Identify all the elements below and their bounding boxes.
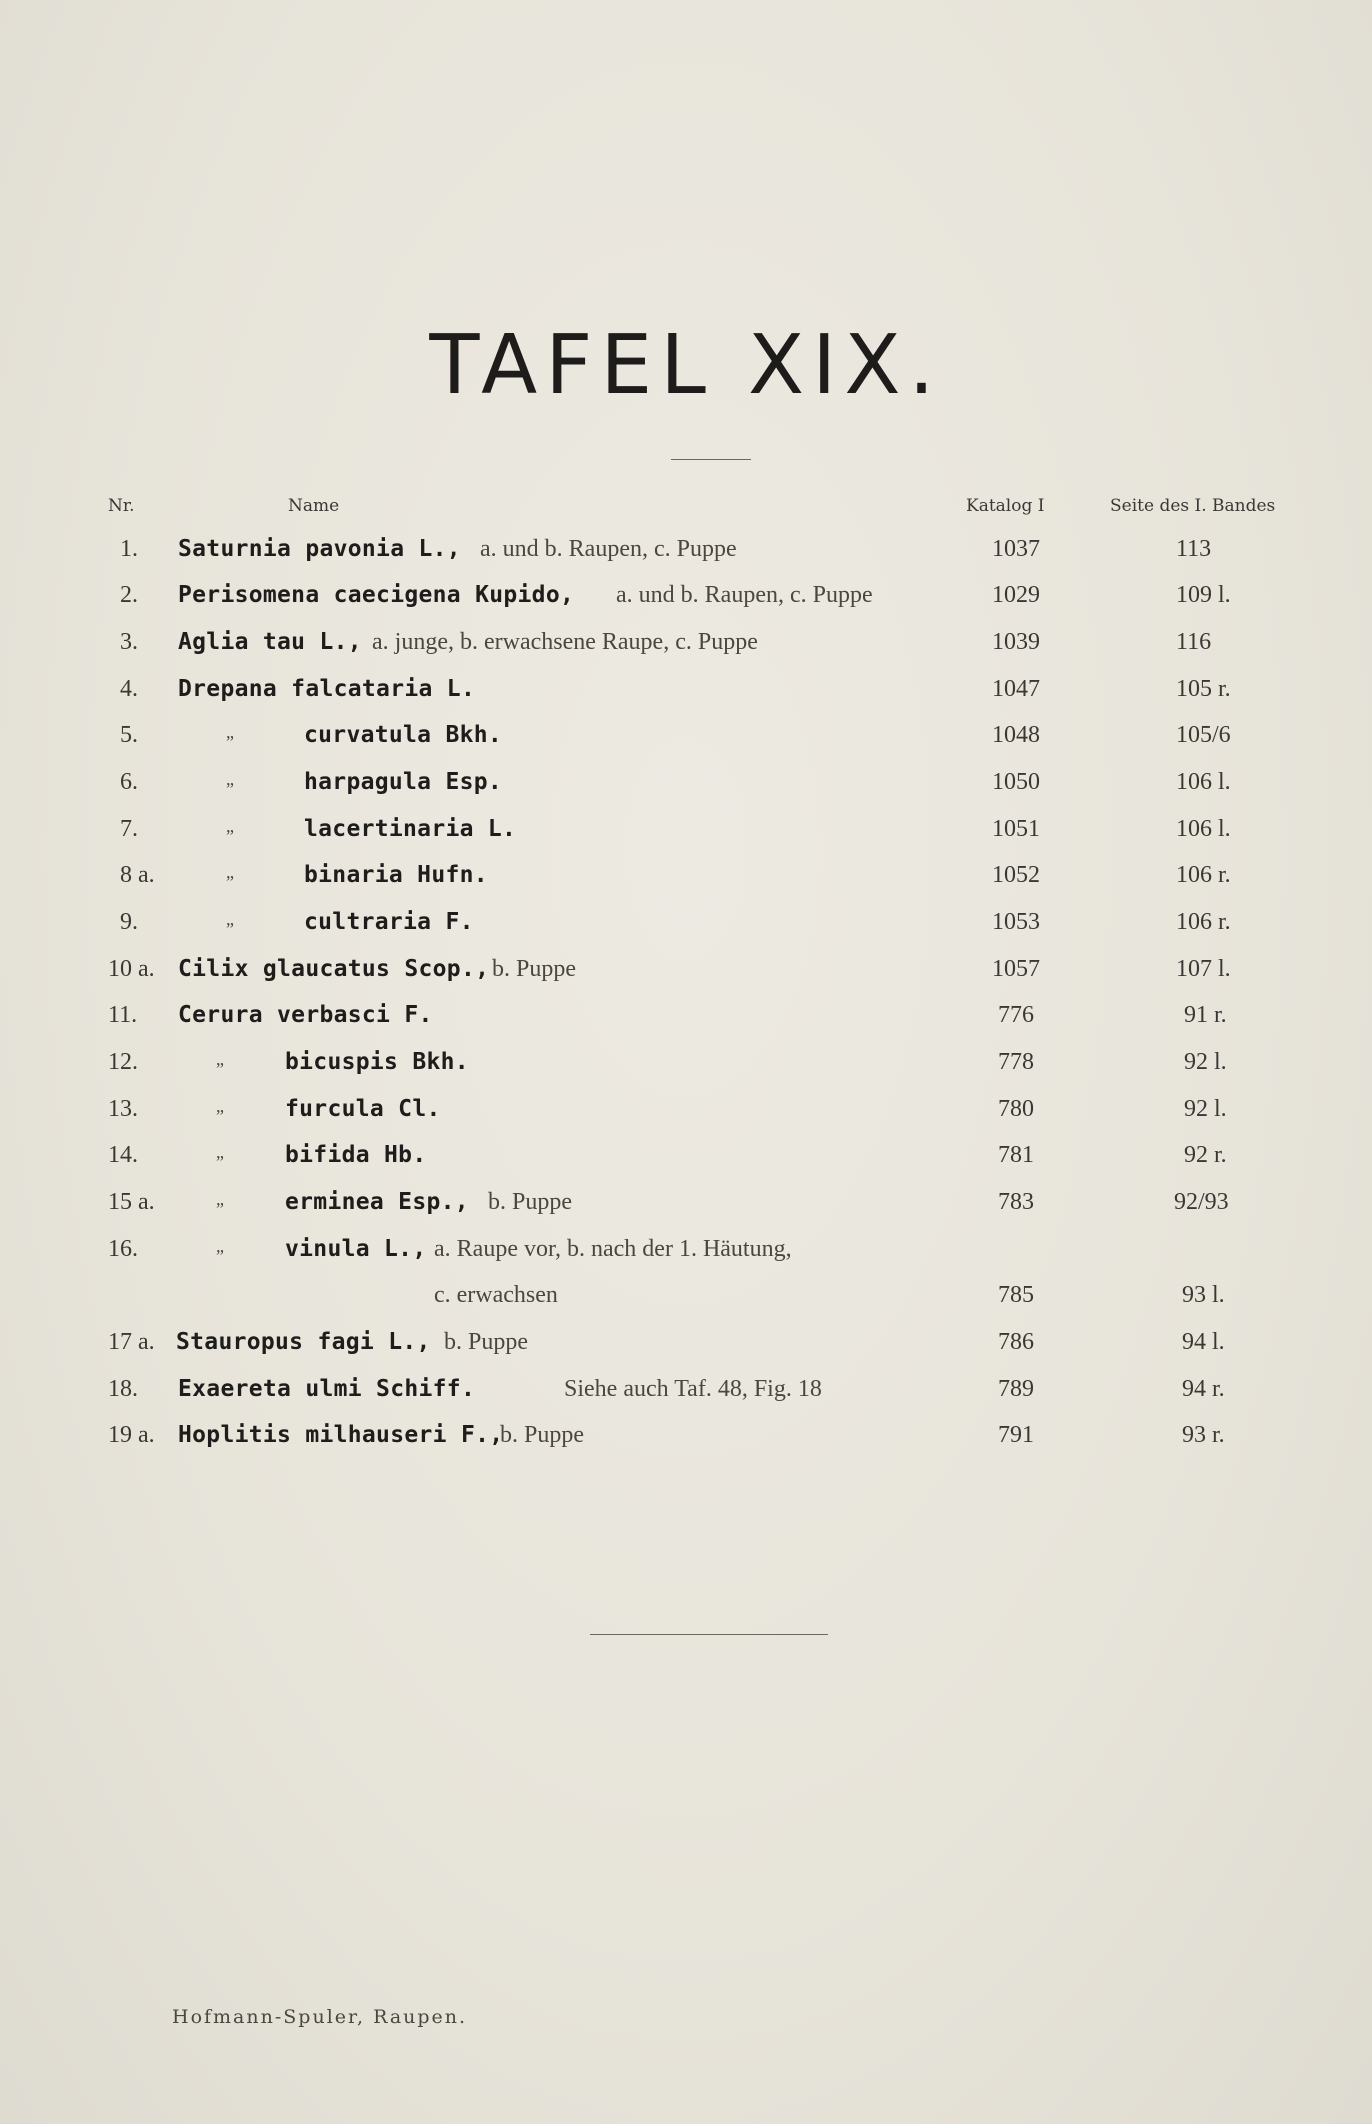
katalog-number: 1052 — [992, 862, 1040, 888]
page-ref: 106 r. — [1176, 862, 1231, 888]
row-description: c. erwachsen — [434, 1282, 558, 1308]
page-ref: 92 l. — [1184, 1049, 1227, 1075]
row-number: 10 a. — [108, 956, 155, 982]
katalog-number: 1029 — [992, 582, 1040, 608]
row-number: 1. — [120, 536, 138, 562]
table-row — [0, 862, 1372, 902]
species-name: Drepana falcataria L. — [178, 676, 476, 702]
ditto-mark: „ — [226, 769, 234, 789]
species-name: Aglia tau L., — [178, 629, 362, 655]
katalog-number: 776 — [998, 1002, 1034, 1028]
species-name: cultraria F. — [304, 909, 474, 935]
header-nr: Nr. — [108, 496, 135, 516]
species-name: bifida Hb. — [285, 1142, 427, 1168]
species-name: vinula L., — [285, 1236, 427, 1262]
table-row — [0, 676, 1372, 716]
table-row — [0, 1096, 1372, 1136]
katalog-number: 783 — [998, 1189, 1034, 1215]
page-ref: 92/93 — [1174, 1189, 1229, 1215]
header-seite: Seite des I. Bandes — [1110, 496, 1276, 516]
ditto-mark: „ — [226, 722, 234, 742]
table-row — [0, 1376, 1372, 1416]
row-number: 9. — [120, 909, 138, 935]
table-row — [0, 956, 1372, 996]
title-divider — [671, 459, 751, 460]
header-katalog: Katalog I — [966, 496, 1045, 516]
species-name: Saturnia pavonia L., — [178, 536, 461, 562]
table-row — [0, 909, 1372, 949]
katalog-number: 786 — [998, 1329, 1034, 1355]
species-name: Perisomena caecigena Kupido, — [178, 582, 575, 608]
page-ref: 93 r. — [1182, 1422, 1225, 1448]
species-name: Exaereta ulmi Schiff. — [178, 1376, 476, 1402]
species-name: Cerura verbasci F. — [178, 1002, 433, 1028]
footer-imprint: Hofmann-Spuler, Raupen. — [172, 2006, 468, 2028]
plate-title: TAFEL XIX. — [429, 318, 943, 413]
table-row — [0, 722, 1372, 762]
page-ref: 94 r. — [1182, 1376, 1225, 1402]
katalog-number: 1039 — [992, 629, 1040, 655]
row-description: a. und b. Raupen, c. Puppe — [480, 536, 737, 562]
species-name: lacertinaria L. — [304, 816, 517, 842]
species-name: curvatula Bkh. — [304, 722, 503, 748]
row-number: 5. — [120, 722, 138, 748]
katalog-number: 1047 — [992, 676, 1040, 702]
table-row — [0, 1329, 1372, 1369]
table-row — [0, 1422, 1372, 1462]
table-row — [0, 1236, 1372, 1276]
page-ref: 91 r. — [1184, 1002, 1227, 1028]
table-row — [0, 582, 1372, 622]
row-number: 15 a. — [108, 1189, 155, 1215]
ditto-mark: „ — [226, 816, 234, 836]
row-number: 18. — [108, 1376, 138, 1402]
ditto-mark: „ — [216, 1142, 224, 1162]
katalog-number: 778 — [998, 1049, 1034, 1075]
row-description: b. Puppe — [444, 1329, 528, 1355]
ditto-mark: „ — [216, 1189, 224, 1209]
page-ref: 92 l. — [1184, 1096, 1227, 1122]
katalog-number: 1051 — [992, 816, 1040, 842]
row-number: 17 a. — [108, 1329, 155, 1355]
katalog-number: 785 — [998, 1282, 1034, 1308]
row-number: 8 a. — [120, 862, 155, 888]
row-description: a. und b. Raupen, c. Puppe — [616, 582, 873, 608]
species-name: Cilix glaucatus Scop., — [178, 956, 490, 982]
katalog-number: 789 — [998, 1376, 1034, 1402]
table-row — [0, 629, 1372, 669]
row-number: 4. — [120, 676, 138, 702]
species-name: erminea Esp., — [285, 1189, 469, 1215]
ditto-mark: „ — [216, 1096, 224, 1116]
row-number: 3. — [120, 629, 138, 655]
row-number: 2. — [120, 582, 138, 608]
katalog-number: 1037 — [992, 536, 1040, 562]
table-row — [0, 1002, 1372, 1042]
katalog-number: 1053 — [992, 909, 1040, 935]
page-ref: 93 l. — [1182, 1282, 1225, 1308]
row-description: b. Puppe — [488, 1189, 572, 1215]
ditto-mark: „ — [216, 1236, 224, 1256]
row-description: Siehe auch Taf. 48, Fig. 18 — [564, 1376, 822, 1402]
species-name: binaria Hufn. — [304, 862, 488, 888]
table-row — [0, 536, 1372, 576]
table-row — [0, 1049, 1372, 1089]
species-name: furcula Cl. — [285, 1096, 441, 1122]
table-row-continuation — [0, 1282, 1372, 1322]
header-name: Name — [288, 496, 340, 516]
table-row — [0, 1142, 1372, 1182]
page-ref: 106 l. — [1176, 769, 1231, 795]
table-row — [0, 1189, 1372, 1229]
katalog-number: 1048 — [992, 722, 1040, 748]
page-ref: 105 r. — [1176, 676, 1231, 702]
row-number: 16. — [108, 1236, 138, 1262]
table-row — [0, 816, 1372, 856]
row-number: 6. — [120, 769, 138, 795]
page-ref: 105/6 — [1176, 722, 1231, 748]
row-number: 14. — [108, 1142, 138, 1168]
katalog-number: 1057 — [992, 956, 1040, 982]
ditto-mark: „ — [226, 909, 234, 929]
species-name: bicuspis Bkh. — [285, 1049, 469, 1075]
katalog-number: 1050 — [992, 769, 1040, 795]
row-number: 13. — [108, 1096, 138, 1122]
row-number: 19 a. — [108, 1422, 155, 1448]
species-name: Stauropus fagi L., — [176, 1329, 431, 1355]
page-ref: 107 l. — [1176, 956, 1231, 982]
katalog-number: 781 — [998, 1142, 1034, 1168]
species-name: harpagula Esp. — [304, 769, 503, 795]
species-name: Hoplitis milhauseri F., — [178, 1422, 504, 1448]
row-number: 12. — [108, 1049, 138, 1075]
ditto-mark: „ — [226, 862, 234, 882]
katalog-number: 780 — [998, 1096, 1034, 1122]
table-end-divider — [590, 1634, 828, 1635]
row-number: 11. — [108, 1002, 138, 1028]
table-row — [0, 769, 1372, 809]
ditto-mark: „ — [216, 1049, 224, 1069]
row-description: b. Puppe — [492, 956, 576, 982]
row-number: 7. — [120, 816, 138, 842]
page-ref: 109 l. — [1176, 582, 1231, 608]
page-ref: 94 l. — [1182, 1329, 1225, 1355]
page-ref: 113 — [1176, 536, 1212, 562]
katalog-number: 791 — [998, 1422, 1034, 1448]
page-ref: 116 — [1176, 629, 1212, 655]
page-ref: 106 l. — [1176, 816, 1231, 842]
row-description: b. Puppe — [500, 1422, 584, 1448]
row-description: a. junge, b. erwachsene Raupe, c. Puppe — [372, 629, 758, 655]
page-ref: 92 r. — [1184, 1142, 1227, 1168]
page-ref: 106 r. — [1176, 909, 1231, 935]
row-description: a. Raupe vor, b. nach der 1. Häutung, — [434, 1236, 792, 1262]
